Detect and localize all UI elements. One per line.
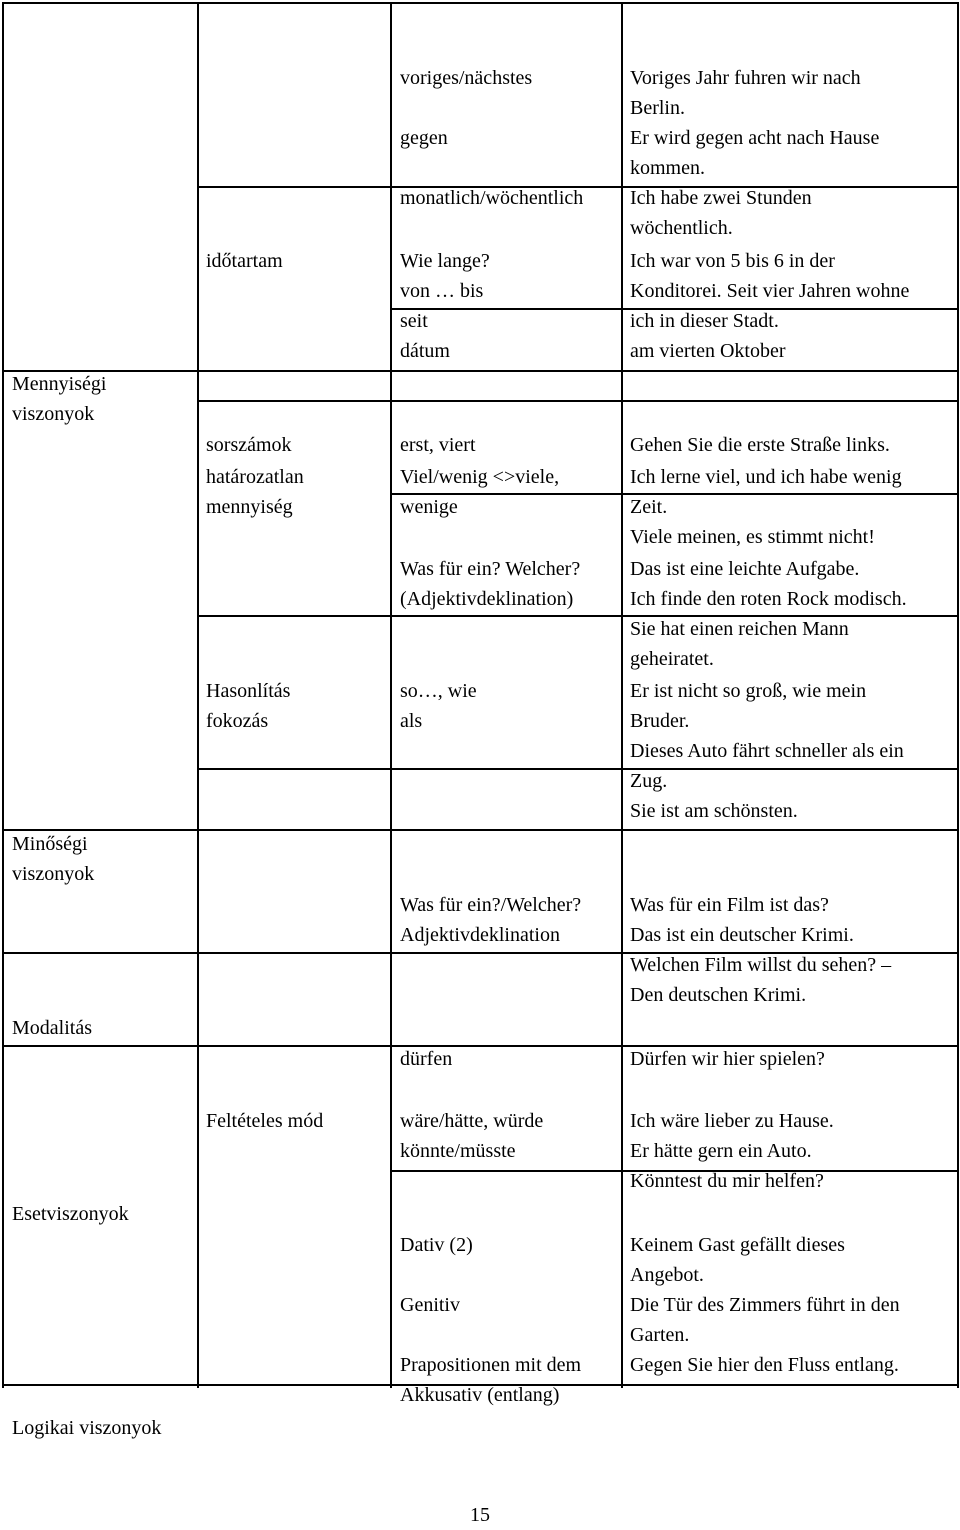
example-cell: Ich war von 5 bis 6 in der Konditorei. Seit vier Jahren wohne ich in dieser Stadt. am vierten Oktober <box>630 250 910 362</box>
page-number: 15 <box>470 1504 490 1526</box>
example-cell: Ich wäre lieber zu Hause. Er hätte gern ein Auto. Könntest du mir helfen? <box>630 1110 834 1192</box>
column-divider-2 <box>390 2 392 1388</box>
word-cell: Dativ (2) Genitiv Prapositionen mit dem Akkusativ (entlang) <box>400 1234 582 1406</box>
example-cell: Was für ein Film ist das? Das ist ein deutscher Krimi. Welchen Film willst du sehen? – Den deutschen Krimi. <box>630 894 892 1006</box>
category-label: Logikai viszonyok <box>12 1417 162 1439</box>
word-cell: Was für ein? Welcher? (Adjektivdeklination) <box>400 558 581 610</box>
column-divider-3 <box>621 2 623 1388</box>
word-cell: voriges/nächstes gegen monatlich/wöchentlich <box>400 67 584 209</box>
example-cell: Das ist eine leichte Aufgabe. Ich finde den roten Rock modisch. Sie hat einen reichen Mann geheiratet. <box>630 558 907 670</box>
column-divider-1 <box>197 2 199 1388</box>
word-cell: so…, wie als <box>400 680 477 732</box>
subcategory-cell: időtartam <box>206 250 283 272</box>
category-label: Modalitás <box>12 1017 92 1039</box>
table-border-left <box>2 2 4 1388</box>
example-cell: Er ist nicht so groß, wie mein Bruder. Dieses Auto fährt schneller als ein Zug. Sie ist am schönsten. <box>630 680 904 822</box>
example-cell: Ich lerne viel, und ich habe wenig Zeit. Viele meinen, es stimmt nicht! <box>630 466 902 548</box>
word-cell: Viel/wenig <>viele, wenige <box>400 466 560 518</box>
word-cell: Wie lange? von … bis seit dátum <box>400 250 490 362</box>
subcategory-cell: Hasonlítás fokozás <box>206 680 291 732</box>
example-cell: Keinem Gast gefällt dieses Angebot. Die Tür des Zimmers führt in den Garten. Gegen Sie hier den Fluss entlang. <box>630 1234 900 1376</box>
subcategory-cell: Feltételes mód <box>206 1110 324 1132</box>
table-border-right <box>957 2 959 1388</box>
category-label: Mennyiségi viszonyok <box>12 373 107 425</box>
example-cell: Gehen Sie die erste Straße links. <box>630 434 890 456</box>
subcategory-cell: sorszámok <box>206 434 292 456</box>
word-cell: dürfen <box>400 1048 453 1070</box>
example-cell: Voriges Jahr fuhren wir nach Berlin. Er wird gegen acht nach Hause kommen. Ich habe zwei Stunden wöchentlich. <box>630 67 880 239</box>
subcategory-cell: határozatlan mennyiség <box>206 466 304 518</box>
category-label: Minőségi viszonyok <box>12 833 95 885</box>
word-cell: Was für ein?/Welcher? Adjektivdeklination <box>400 894 582 946</box>
category-label: Esetviszonyok <box>12 1203 129 1225</box>
word-cell: wäre/hätte, würde könnte/müsste <box>400 1110 544 1162</box>
example-cell: Dürfen wir hier spielen? <box>630 1048 825 1070</box>
word-cell: erst, viert <box>400 434 476 456</box>
